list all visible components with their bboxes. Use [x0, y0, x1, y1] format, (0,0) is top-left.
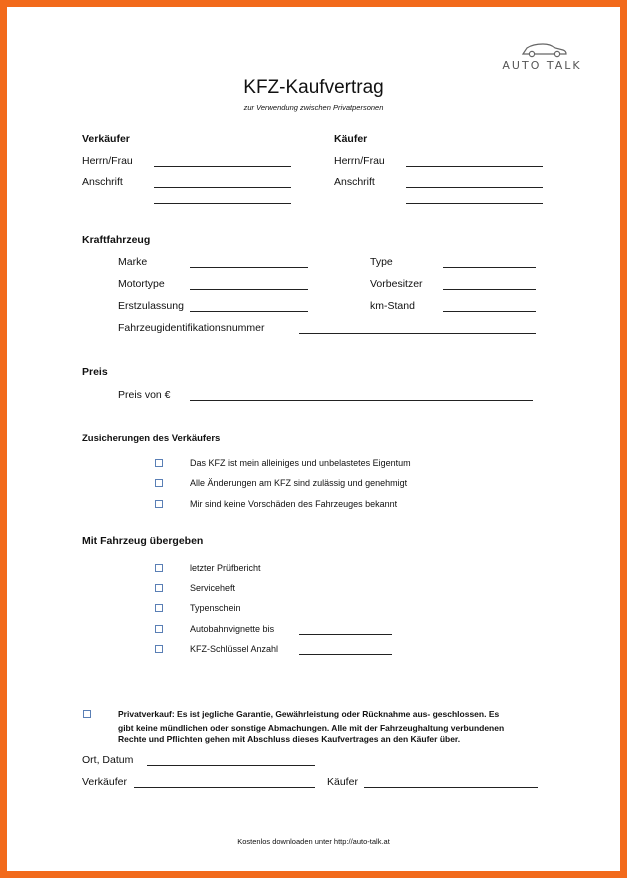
seller-address-field[interactable]	[154, 187, 291, 188]
engine-field[interactable]	[190, 289, 308, 290]
key-count-field[interactable]	[299, 654, 392, 655]
place-date-field[interactable]	[147, 765, 315, 766]
handover-item-1: letzter Prüfbericht	[190, 563, 261, 573]
buyer-signature-label: Käufer	[327, 776, 358, 788]
auto-talk-logo	[497, 37, 587, 81]
car-icon	[497, 37, 587, 59]
seller-address-field-2[interactable]	[154, 203, 291, 204]
assurance-item-3: Mir sind keine Vorschäden des Fahrzeuges bekannt	[190, 499, 398, 509]
footer-text: Kostenlos downloaden unter http://auto-talk.at	[237, 837, 390, 846]
registration-field[interactable]	[190, 311, 308, 312]
assurance-checkbox-3[interactable]	[155, 500, 163, 508]
handover-heading: Mit Fahrzeug übergeben	[82, 535, 204, 547]
assurance-item-2: Alle Änderungen am KFZ sind zulässig und genehmigt	[190, 478, 408, 488]
price-field[interactable]	[190, 400, 533, 401]
handover-checkbox-5[interactable]	[155, 645, 163, 653]
seller-heading: Verkäufer	[82, 133, 130, 145]
private-sale-line-3: Rechte und Pflichten gehen mit Abschluss dieses Kaufvertrages an den Käufer über.	[118, 734, 461, 744]
handover-item-2: Serviceheft	[190, 583, 236, 593]
buyer-heading: Käufer	[334, 133, 368, 145]
owner-field[interactable]	[443, 289, 536, 290]
vignette-field[interactable]	[299, 634, 392, 635]
buyer-address-field[interactable]	[406, 187, 543, 188]
seller-signature-label: Verkäufer	[82, 776, 127, 788]
buyer-address-label: Anschrift	[334, 176, 375, 188]
brand-field[interactable]	[190, 267, 308, 268]
private-sale-checkbox[interactable]	[83, 710, 91, 718]
handover-item-4: Autobahnvignette bis	[190, 624, 275, 634]
assurance-item-1: Das KFZ ist mein alleiniges und unbelastetes Eigentum	[190, 458, 411, 468]
engine-label: Motortype	[118, 278, 165, 290]
brand-label: Marke	[118, 256, 148, 268]
place-date-label: Ort, Datum	[82, 754, 134, 766]
handover-checkbox-4[interactable]	[155, 625, 163, 633]
handover-checkbox-1[interactable]	[155, 564, 163, 572]
price-heading: Preis	[82, 366, 108, 378]
document-page	[7, 7, 620, 871]
type-label: Type	[370, 256, 393, 268]
vin-label: Fahrzeugidentifikationsnummer	[118, 322, 265, 334]
handover-checkbox-2[interactable]	[155, 584, 163, 592]
buyer-name-field[interactable]	[406, 166, 543, 167]
private-sale-line-1: Privatverkauf: Es ist jegliche Garantie, Gewährleistung oder Rücknahme aus- geschlossen. Es	[118, 709, 500, 719]
assurance-checkbox-2[interactable]	[155, 479, 163, 487]
buyer-name-label: Herrn/Frau	[334, 155, 385, 167]
handover-item-5: KFZ-Schlüssel Anzahl	[190, 644, 279, 654]
buyer-address-field-2[interactable]	[406, 203, 543, 204]
assurances-heading: Zusicherungen des Verkäufers	[82, 433, 221, 444]
km-label: km-Stand	[370, 300, 415, 312]
seller-name-label: Herrn/Frau	[82, 155, 133, 167]
seller-address-label: Anschrift	[82, 176, 123, 188]
type-field[interactable]	[443, 267, 536, 268]
handover-item-3: Typenschein	[190, 603, 241, 613]
handover-checkbox-3[interactable]	[155, 604, 163, 612]
seller-name-field[interactable]	[154, 166, 291, 167]
document-title: KFZ-Kaufvertrag	[243, 77, 384, 98]
price-label: Preis von €	[118, 389, 171, 401]
assurance-checkbox-1[interactable]	[155, 459, 163, 467]
seller-signature-field[interactable]	[134, 787, 315, 788]
km-field[interactable]	[443, 311, 536, 312]
owner-label: Vorbesitzer	[370, 278, 423, 290]
registration-label: Erstzulassung	[118, 300, 184, 312]
private-sale-line-2: gibt keine mündlichen oder sonstige Abmachungen. Alle mit der Fahrzeughaltung verbundenen	[118, 723, 505, 733]
buyer-signature-field[interactable]	[364, 787, 538, 788]
vehicle-heading: Kraftfahrzeug	[82, 234, 151, 246]
document-subtitle: zur Verwendung zwischen Privatpersonen	[243, 103, 384, 112]
vin-field[interactable]	[299, 333, 536, 334]
logo-text: AUTO TALK	[502, 59, 582, 72]
